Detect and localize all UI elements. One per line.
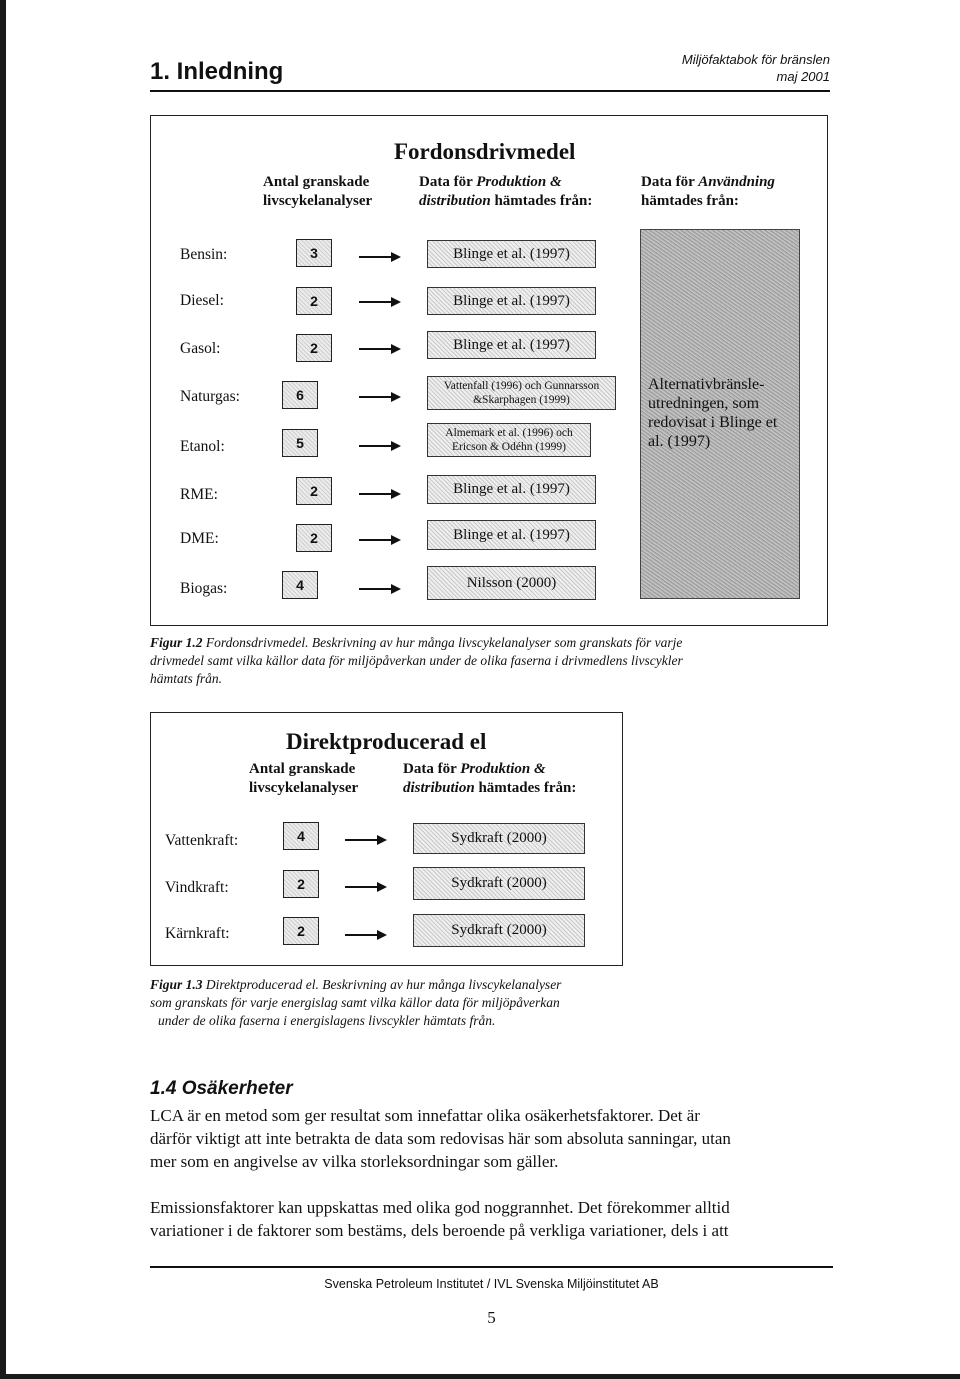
text-span: distribution [403, 780, 475, 796]
row-label-etanol: Etanol: [180, 438, 225, 455]
text-span: Data för [403, 761, 461, 777]
source-box-gasol: Blinge et al. (1997) [427, 331, 596, 359]
row-label-vindkraft: Vindkraft: [165, 879, 229, 896]
count-box-biogas: 4 [282, 571, 318, 599]
caption-line: drivmedel samt vilka källor data för miljöpåverkan under de olika faserna i drivmedlens livscykler [150, 653, 683, 668]
caption-label: Figur 1.2 [150, 635, 203, 650]
text-span: Data för [419, 174, 477, 190]
source-box-diesel: Blinge et al. (1997) [427, 287, 596, 315]
column-header-line: livscykelanalyser [263, 193, 373, 209]
caption-line: hämtats från. [150, 671, 223, 686]
column-header-line: Antal granskade [263, 174, 370, 190]
caption-line: som granskats för varje energislag samt vilka källor data för miljöpåverkan [150, 995, 560, 1010]
text-span: Data för [641, 174, 699, 190]
section-title: Osäkerheter [181, 1078, 293, 1099]
row-label-vattenkraft: Vattenkraft: [165, 832, 239, 849]
usage-line: utredningen, som [648, 395, 760, 412]
row-label-biogas: Biogas: [180, 580, 228, 597]
caption-line: Direktproducerad el. Beskrivning av hur många livscykelanalyser [202, 977, 562, 992]
footer-text: Svenska Petroleum Institutet / IVL Svenska Miljöinstitutet AB [324, 1277, 659, 1291]
source-box-dme: Blinge et al. (1997) [427, 520, 596, 550]
row-label-rme: RME: [180, 486, 218, 503]
column-header-production [403, 760, 576, 798]
text-span: hämtades från: [490, 193, 593, 209]
usage-line: Alternativbränsle- [648, 376, 765, 393]
section-number: 1.4 [150, 1078, 177, 1099]
column-header-line: hämtades från: [641, 193, 739, 209]
count-box-gasol: 2 [296, 334, 332, 362]
paragraph-2 [150, 1196, 840, 1242]
header-date: maj 2001 [776, 69, 830, 84]
paragraph-line: därför viktigt att inte betrakta de data som redovisas här som absoluta sanningar, utan [150, 1129, 731, 1148]
source-box-biogas: Nilsson (2000) [427, 566, 596, 600]
source-box-karnkraft: Sydkraft (2000) [413, 914, 585, 947]
scan-edge-bottom [0, 1374, 960, 1379]
book-title: Miljöfaktabok för bränslen [681, 52, 830, 67]
source-box-rme: Blinge et al. (1997) [427, 475, 596, 504]
scan-edge-left [0, 0, 6, 1379]
usage-source-text [648, 375, 777, 451]
paragraph-line: Emissionsfaktorer kan uppskattas med olika god noggrannhet. Det förekommer alltid [150, 1198, 730, 1217]
footer-rule [150, 1266, 833, 1268]
count-box-bensin: 3 [296, 239, 332, 267]
column-header-usage [641, 173, 775, 211]
source-line: Almemark et al. (1996) och [445, 427, 573, 439]
column-header-production [419, 173, 592, 211]
column-header-count [263, 173, 372, 211]
count-box-etanol: 5 [282, 429, 318, 457]
usage-line: redovisat i Blinge et [648, 414, 778, 431]
paragraph-1 [150, 1104, 840, 1173]
usage-line: al. (1997) [648, 433, 711, 450]
figure-caption-1-2 [150, 634, 850, 688]
column-header-line: Antal granskade [249, 761, 356, 777]
figure-title: Direktproducerad el [286, 729, 487, 754]
count-box-dme: 2 [296, 524, 332, 552]
chapter-title: 1. Inledning [150, 58, 284, 85]
paragraph-line: mer som en angivelse av vilka storleksordningar som gäller. [150, 1152, 559, 1171]
count-box-vattenkraft: 4 [283, 822, 319, 850]
figure-title: Fordonsdrivmedel [394, 139, 576, 164]
source-line: Vattenfall (1996) och Gunnarsson [443, 380, 600, 392]
paragraph-line: variationer i de faktorer som bestäms, dels beroende på verkliga variationer, dels i att [150, 1221, 729, 1240]
figure-caption-1-3 [150, 976, 670, 1030]
text-span: Produktion & [476, 174, 562, 190]
count-box-vindkraft: 2 [283, 870, 319, 898]
row-label-naturgas: Naturgas: [180, 388, 240, 405]
source-box-bensin: Blinge et al. (1997) [427, 240, 596, 268]
caption-line: Fordonsdrivmedel. Beskrivning av hur många livscykelanalyser som granskats för varje [202, 635, 683, 650]
count-box-karnkraft: 2 [283, 917, 319, 945]
source-line: Ericson & Odéhn (1999) [451, 441, 567, 453]
caption-line: under de olika faserna i energislagens livscykler hämtats från. [158, 1013, 496, 1028]
source-box-vattenkraft: Sydkraft (2000) [413, 823, 585, 854]
source-box-naturgas [427, 376, 616, 410]
source-box-vindkraft: Sydkraft (2000) [413, 867, 585, 900]
text-span: Användning [698, 174, 775, 190]
text-span: distribution [419, 193, 491, 209]
section-heading [150, 1078, 293, 1100]
count-box-diesel: 2 [296, 287, 332, 315]
row-label-diesel: Diesel: [180, 292, 224, 309]
count-box-rme: 2 [296, 477, 332, 505]
header-rule [150, 90, 830, 92]
header-meta [682, 51, 830, 85]
row-label-karnkraft: Kärnkraft: [165, 925, 230, 942]
caption-label: Figur 1.3 [150, 977, 203, 992]
row-label-dme: DME: [180, 530, 219, 547]
column-header-count [249, 760, 358, 798]
text-span: hämtades från: [474, 780, 577, 796]
row-label-gasol: Gasol: [180, 340, 221, 357]
page-number: 5 [487, 1308, 496, 1327]
source-box-etanol [427, 423, 591, 457]
paragraph-line: LCA är en metod som ger resultat som innefattar olika osäkerhetsfaktorer. Det är [150, 1106, 700, 1125]
count-box-naturgas: 6 [282, 381, 318, 409]
row-label-bensin: Bensin: [180, 246, 228, 263]
text-span: Produktion & [460, 761, 546, 777]
source-line: &Skarphagen (1999) [473, 394, 570, 406]
column-header-line: livscykelanalyser [249, 780, 359, 796]
